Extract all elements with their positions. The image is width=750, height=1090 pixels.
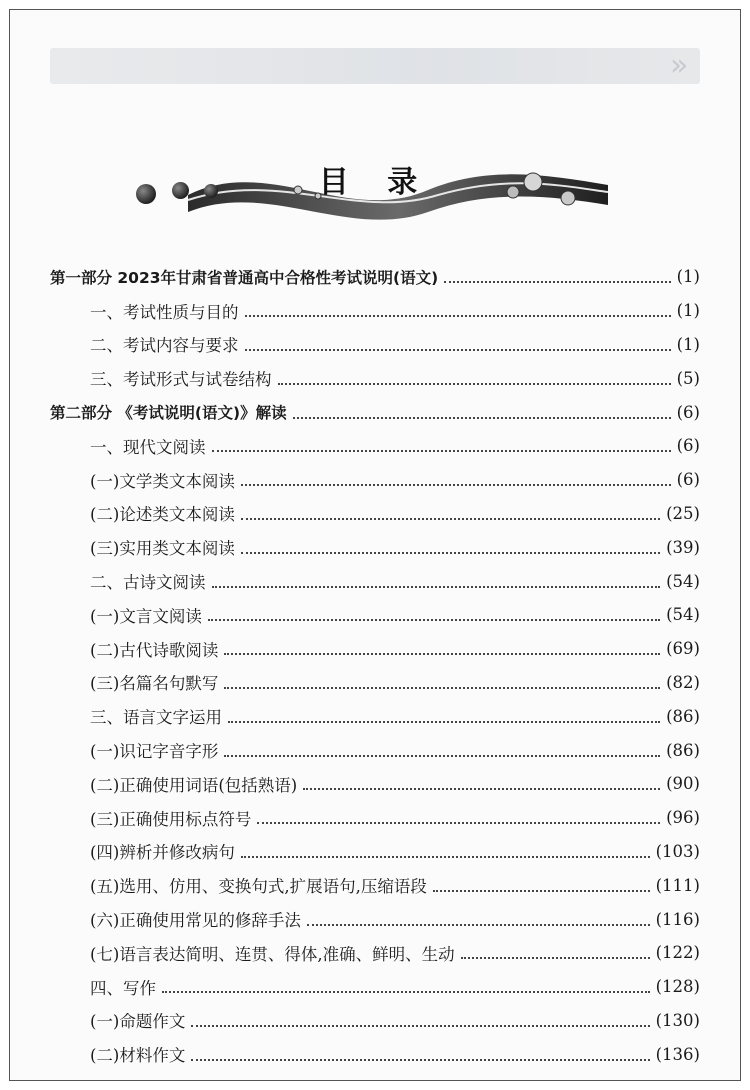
toc-entry-label: (二)古代诗歌阅读 (90, 640, 219, 660)
dot-leader (293, 416, 671, 419)
toc-entry-label: (二)论述类文本阅读 (90, 505, 235, 525)
dot-leader (212, 585, 661, 588)
toc-entry-page-number: (136) (655, 1044, 700, 1064)
toc-entry-page-number: (96) (666, 808, 700, 828)
toc-entry-page-number: (82) (666, 672, 700, 692)
dot-leader (303, 787, 660, 790)
toc-entry[interactable] (50, 835, 700, 869)
toc-entry[interactable] (50, 1004, 700, 1038)
toc-entry-label: 四、写作 (90, 978, 156, 998)
dot-leader (241, 551, 660, 554)
toc-entry-label: (五)选用、仿用、变换句式,扩展语句,压缩语段 (90, 877, 427, 897)
page-title: 目 录 (318, 165, 432, 200)
toc-entry-page-number: (1) (676, 334, 700, 354)
toc-entry[interactable] (50, 1037, 700, 1071)
toc-entry[interactable] (50, 294, 700, 328)
toc-entry-page-number: (111) (655, 875, 700, 895)
dot-leader (278, 382, 671, 385)
toc-entry[interactable] (50, 395, 700, 429)
dot-leader (245, 314, 671, 317)
toc-entry-label: 三、语言文字运用 (90, 708, 222, 728)
toc-entry[interactable] (50, 564, 700, 598)
toc-entry[interactable] (50, 463, 700, 497)
toc-entry-page-number: (122) (655, 943, 700, 963)
toc-entry-page-number: (86) (666, 740, 700, 760)
toc-entry-label: (二)正确使用词语(包括熟语) (90, 775, 298, 795)
toc-entry[interactable] (50, 699, 700, 733)
dot-leader (224, 652, 660, 655)
toc-entry-label: (一)命题作文 (90, 1012, 186, 1032)
toc-entry-label: (一)识记字音字形 (90, 742, 219, 762)
bleed-through-header (50, 48, 700, 84)
toc-entry[interactable] (50, 666, 700, 700)
toc-entry[interactable] (50, 936, 700, 970)
dot-leader (162, 990, 650, 993)
toc-entry[interactable] (50, 260, 700, 294)
toc-entry-page-number: (6) (676, 470, 700, 490)
toc-entry-page-number: (1) (676, 301, 700, 321)
toc-entry-page-number: (1) (676, 267, 700, 287)
toc-entry-label: (一)文言文阅读 (90, 606, 202, 626)
toc-entry-page-number: (69) (666, 639, 700, 659)
toc-entry-label: 三、考试形式与试卷结构 (90, 370, 272, 390)
toc-entry[interactable] (50, 429, 700, 463)
toc-entry-label: 一、现代文阅读 (90, 437, 206, 457)
toc-entry-page-number: (5) (676, 368, 700, 388)
toc-entry-label: (二)材料作文 (90, 1046, 186, 1066)
toc-entry-page-number: (54) (666, 605, 700, 625)
toc-entry-page-number: (39) (666, 537, 700, 557)
toc-entry-page-number: (90) (666, 774, 700, 794)
dot-leader (212, 449, 671, 452)
toc-entry-page-number: (103) (655, 841, 700, 861)
toc-entry-page-number: (128) (655, 977, 700, 997)
dot-leader (257, 821, 660, 824)
toc-entry[interactable] (50, 328, 700, 362)
dot-leader (224, 686, 660, 689)
toc-entry-label: 二、考试内容与要求 (90, 336, 239, 356)
toc-entry-page-number: (6) (676, 402, 700, 422)
toc-entry[interactable] (50, 767, 700, 801)
dot-leader (224, 754, 660, 757)
toc-entry-label: (三)名篇名句默写 (90, 674, 219, 694)
toc-entry-label: (三)实用类文本阅读 (90, 539, 235, 559)
toc-entry-label: (七)语言表达简明、连贯、得体,准确、鲜明、生动 (90, 944, 455, 964)
toc-entry[interactable] (50, 970, 700, 1004)
toc-entry-page-number: (86) (666, 706, 700, 726)
dot-leader (241, 517, 660, 520)
dot-leader (241, 855, 650, 858)
toc-entry[interactable] (50, 868, 700, 902)
toc-entry-label: 第一部分 2023年甘肃省普通高中合格性考试说明(语文) (50, 268, 439, 287)
dot-leader (245, 348, 671, 351)
toc-entry-label: 第二部分 《考试说明(语文)》解读 (50, 404, 287, 423)
toc-entry-page-number: (130) (655, 1010, 700, 1030)
chevron-right-icon: » (670, 48, 689, 83)
toc-entry-page-number: (54) (666, 571, 700, 591)
toc-entry-label: (四)辨析并修改病句 (90, 843, 235, 863)
toc-entry[interactable] (50, 733, 700, 767)
toc-entry[interactable] (50, 801, 700, 835)
dot-leader (461, 956, 650, 959)
toc-entry-label: (六)正确使用常见的修辞手法 (90, 911, 301, 931)
table-of-contents (50, 260, 700, 1071)
dot-leader (241, 483, 671, 486)
dot-leader (191, 1058, 649, 1061)
dot-leader (191, 1024, 649, 1027)
toc-entry[interactable] (50, 902, 700, 936)
toc-entry[interactable] (50, 598, 700, 632)
toc-entry-label: 二、古诗文阅读 (90, 573, 206, 593)
dot-leader (228, 720, 660, 723)
toc-entry-page-number: (25) (666, 503, 700, 523)
toc-entry[interactable] (50, 361, 700, 395)
toc-entry[interactable] (50, 497, 700, 531)
dot-leader (444, 280, 670, 283)
toc-entry-page-number: (116) (655, 909, 700, 929)
dot-leader (208, 618, 660, 621)
toc-entry-page-number: (6) (676, 436, 700, 456)
toc-entry-label: (三)正确使用标点符号 (90, 809, 252, 829)
toc-entry-label: (一)文学类文本阅读 (90, 471, 235, 491)
toc-entry[interactable] (50, 632, 700, 666)
dot-leader (433, 889, 650, 892)
dot-leader (307, 923, 650, 926)
toc-entry-label: 一、考试性质与目的 (90, 302, 239, 322)
book-page (9, 9, 741, 1081)
toc-entry[interactable] (50, 530, 700, 564)
